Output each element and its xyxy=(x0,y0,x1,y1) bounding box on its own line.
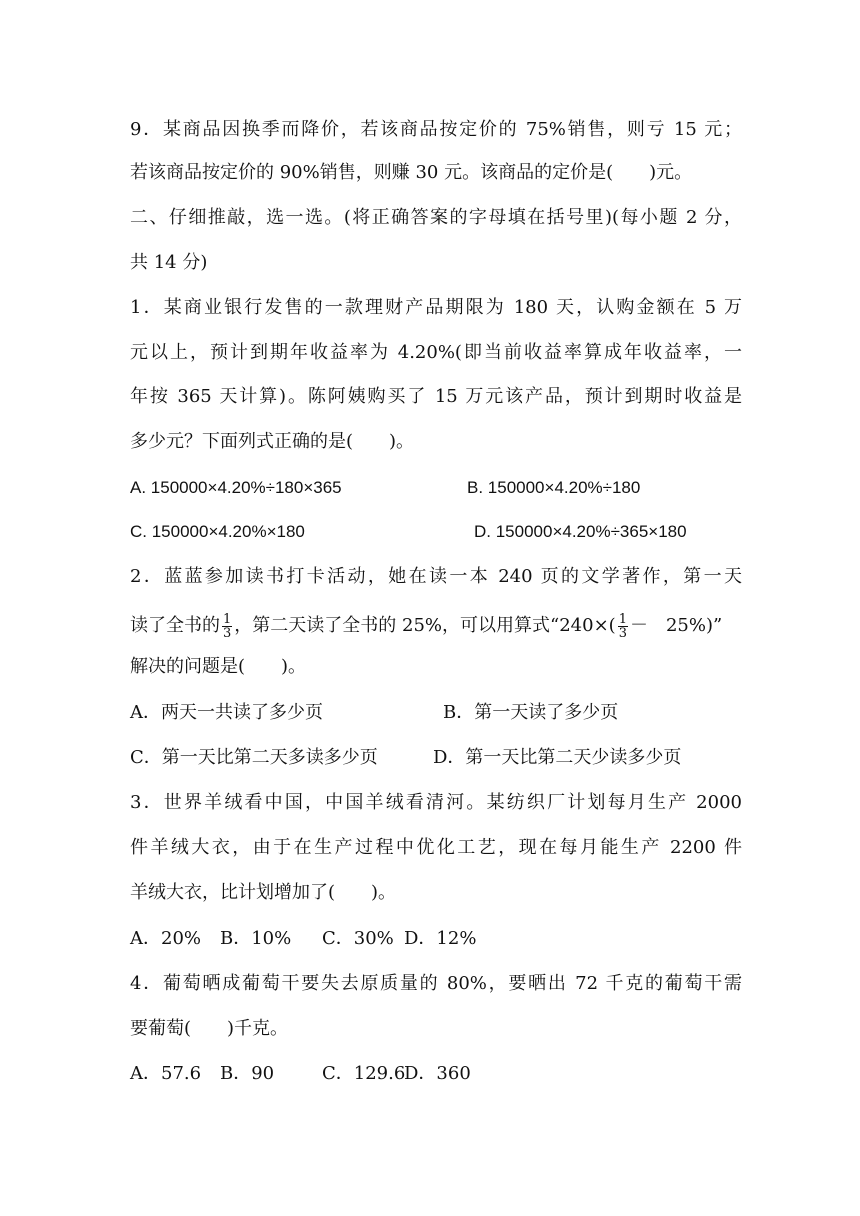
q1-line-4: 多少元？下面列式正确的是( )。 xyxy=(130,431,415,452)
q3-option-d: D．12% xyxy=(404,928,477,949)
q3-option-a: A．20% xyxy=(130,928,202,949)
q4-option-c: C．129.6 xyxy=(322,1063,406,1084)
section-heading-line-1: 二、仔细推敲，选一选。(将正确答案的字母填在括号里)(每小题 2 分， xyxy=(130,207,742,228)
fraction-denominator: 3 xyxy=(223,625,232,641)
q2-line-3: 解决的问题是( )。 xyxy=(130,656,307,677)
q1-line-3: 年按 365 天计算)。陈阿姨购买了 15 万元该产品，预计到期时收益是 xyxy=(130,386,742,407)
q2-option-d: D．第一天比第二天少读多少页 xyxy=(433,747,682,768)
q2-option-c: C．第一天比第二天多读多少页 xyxy=(130,747,378,768)
q4-option-a: A．57.6 xyxy=(130,1063,202,1084)
q1-option-b: B. 150000×4.20%÷180 xyxy=(467,478,641,497)
q2-line-1: 2．蓝蓝参加读书打卡活动，她在读一本 240 页的文学著作，第一天 xyxy=(130,566,742,587)
q2-line-2-part-b: ，第二天读了全书的 25%，可以用算式“240×( xyxy=(234,615,616,636)
q2-line-2-part-a: 读了全书的 xyxy=(130,615,220,636)
q1-option-c: C. 150000×4.20%×180 xyxy=(130,522,305,541)
q4-option-d: D．360 xyxy=(404,1063,471,1084)
q3-option-b: B．10% xyxy=(220,928,292,949)
q1-line-2: 元以上，预计到期年收益率为 4.20%(即当前收益率算成年收益率，一 xyxy=(130,342,742,363)
q9-line-1: 9．某商品因换季而降价，若该商品按定价的 75%销售，则亏 15 元； xyxy=(130,119,742,140)
fraction-one-third xyxy=(222,613,232,640)
section-heading-line-2: 共 14 分) xyxy=(130,252,208,273)
fraction-numerator: 1 xyxy=(618,611,627,627)
q2-option-b: B．第一天读了多少页 xyxy=(443,702,619,723)
q3-line-3: 羊绒大衣，比计划增加了( )。 xyxy=(130,882,397,903)
q3-option-c: C．30% xyxy=(322,928,394,949)
q2-line-2 xyxy=(130,608,742,644)
q3-line-1: 3．世界羊绒看中国，中国羊绒看清河。某纺织厂计划每月生产 2000 xyxy=(130,792,742,813)
fraction-denominator: 3 xyxy=(618,625,627,641)
q9-line-2: 若该商品按定价的 90%销售，则赚 30 元。该商品的定价是( )元。 xyxy=(130,162,693,183)
fraction-one-third-formula xyxy=(618,613,628,640)
q4-line-1: 4．葡萄晒成葡萄干要失去原质量的 80%，要晒出 72 千克的葡萄干需 xyxy=(130,973,742,994)
q4-option-b: B．90 xyxy=(220,1063,275,1084)
q4-line-2: 要葡萄( )千克。 xyxy=(130,1018,289,1039)
q1-line-1: 1．某商业银行发售的一款理财产品期限为 180 天，认购金额在 5 万 xyxy=(130,297,742,318)
q2-line-2-part-c: － 25%)” xyxy=(629,615,723,636)
fraction-numerator: 1 xyxy=(223,611,232,627)
q2-option-a: A．两天一共读了多少页 xyxy=(130,702,323,723)
q1-option-a: A. 150000×4.20%÷180×365 xyxy=(130,478,342,497)
q3-line-2: 件羊绒大衣，由于在生产过程中优化工艺，现在每月能生产 2200 件 xyxy=(130,837,742,858)
q1-option-d: D. 150000×4.20%÷365×180 xyxy=(474,522,687,541)
